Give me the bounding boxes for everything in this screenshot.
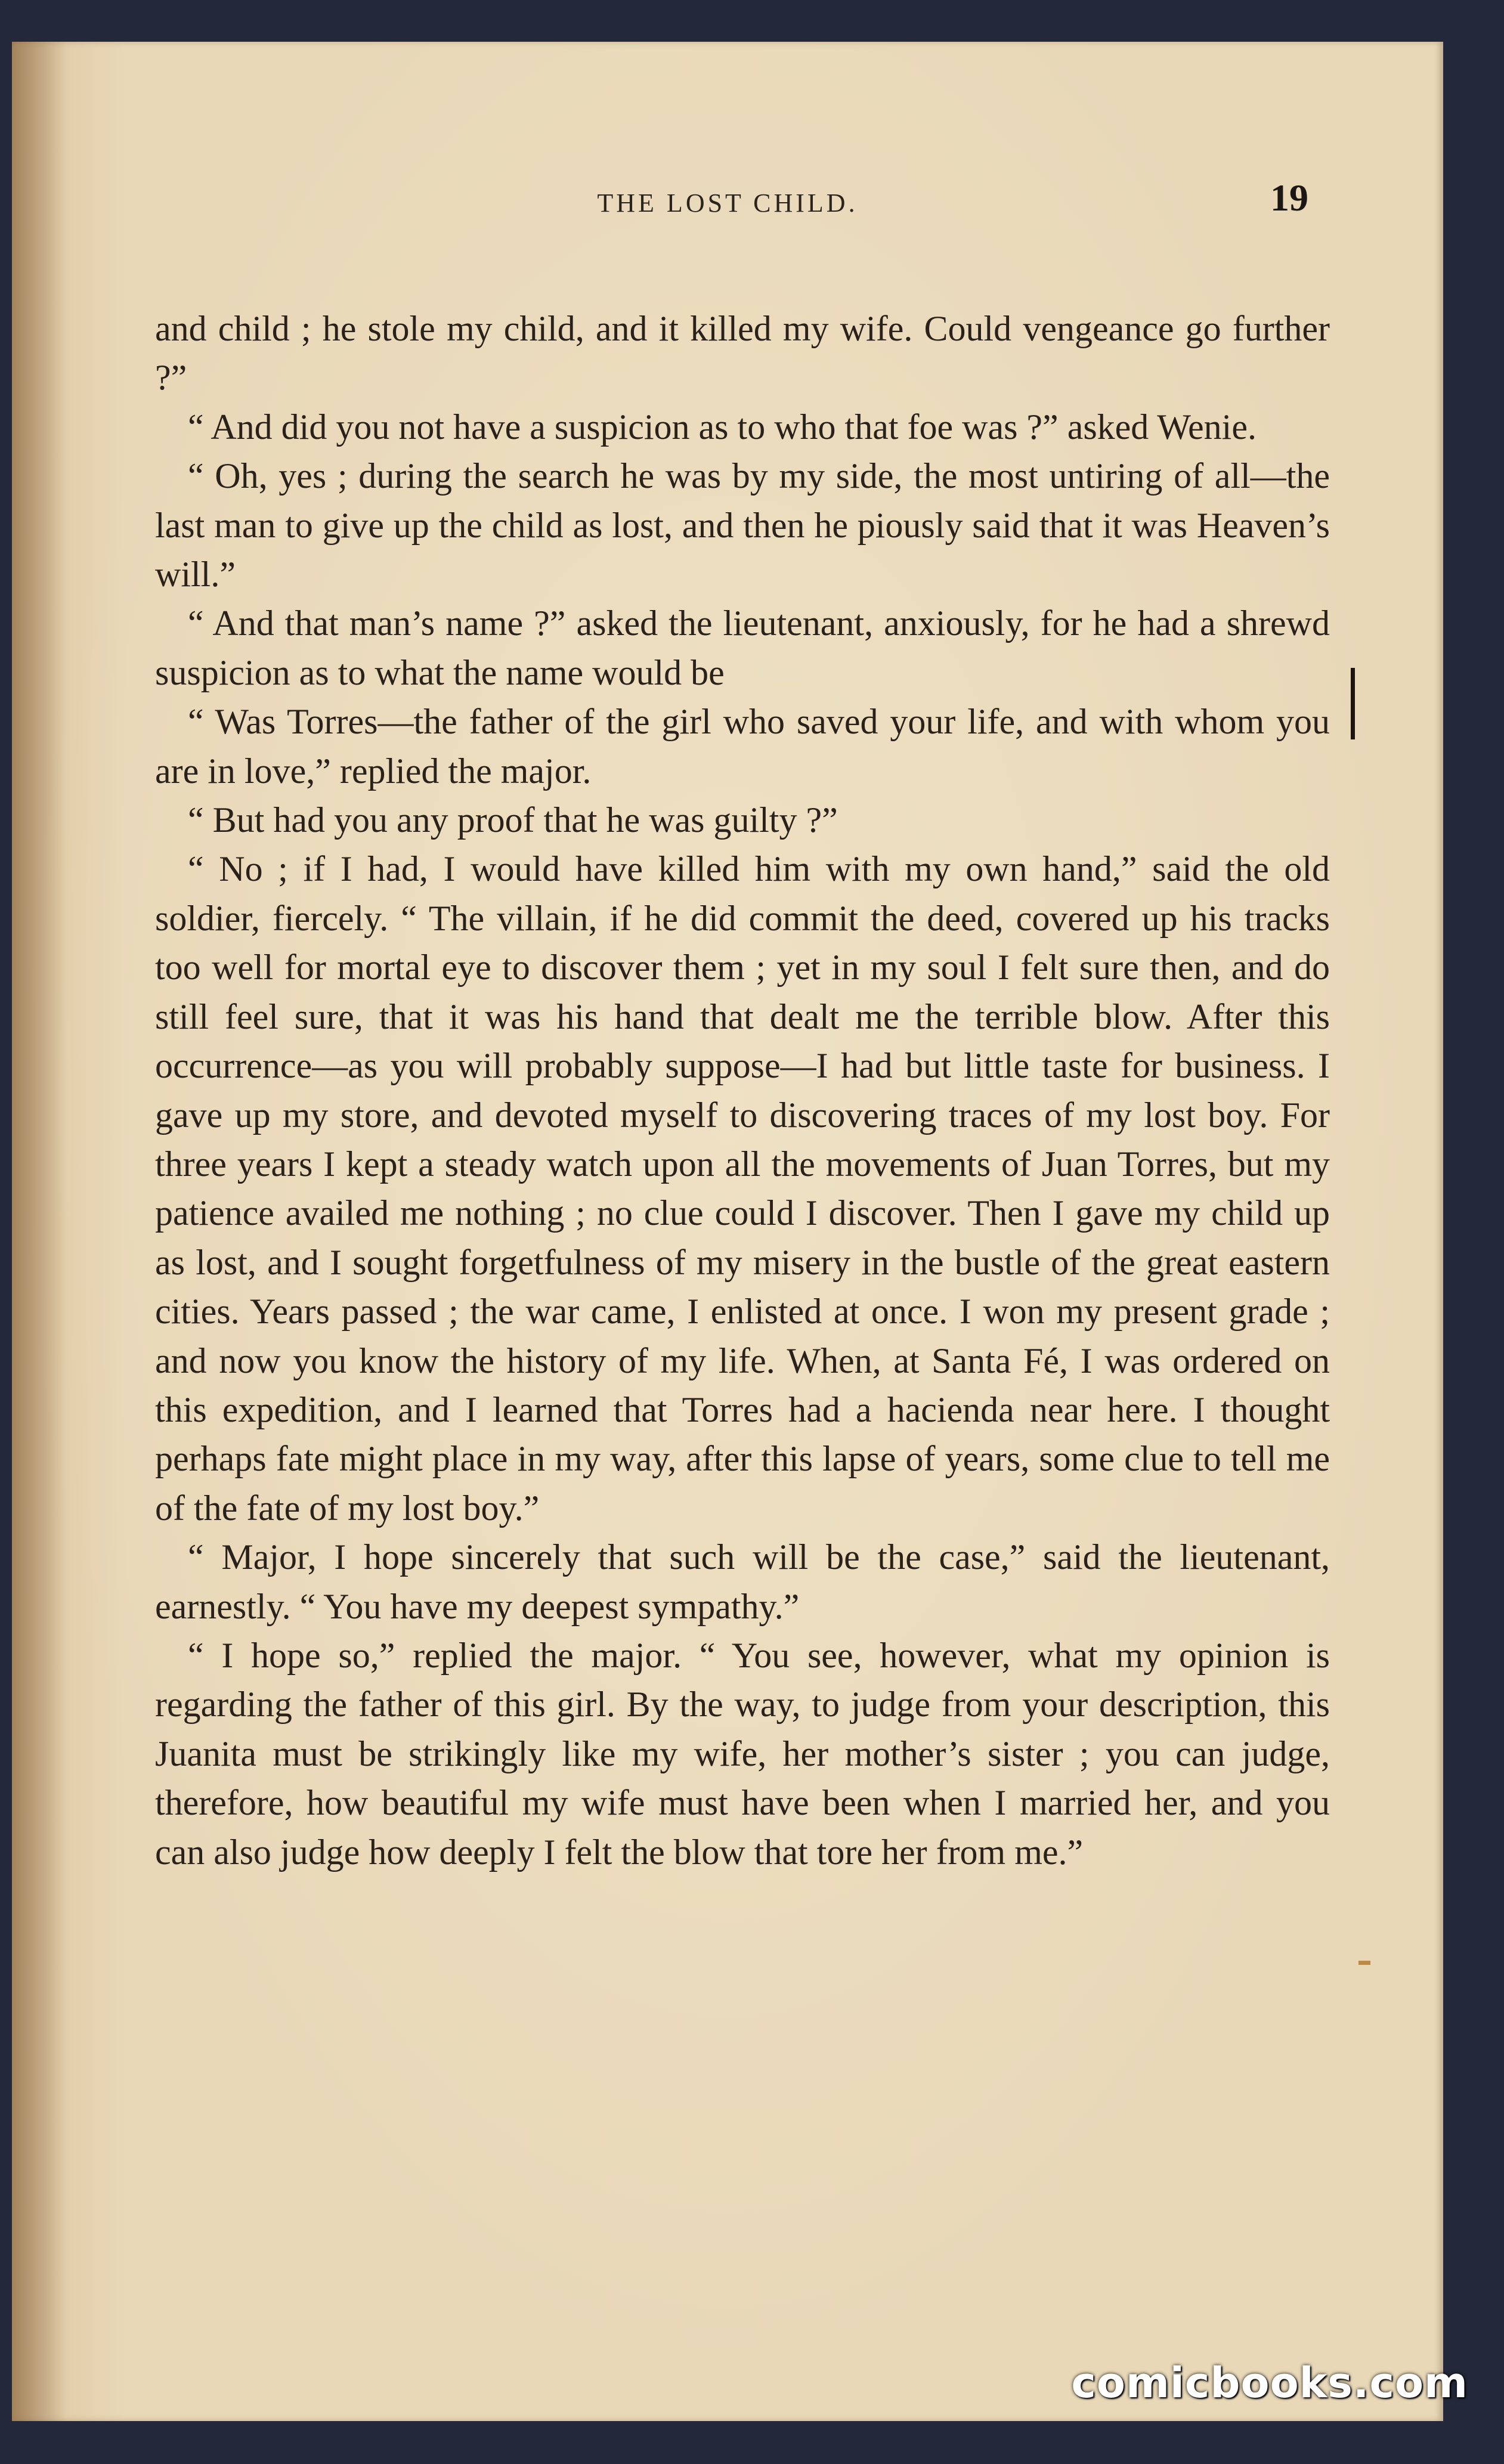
watermark-logo: comicbooks.com	[1071, 2358, 1468, 2407]
body-text	[155, 304, 1330, 1877]
gutter-shadow	[12, 42, 66, 2421]
margin-mark	[1351, 668, 1355, 739]
page-number: 19	[1270, 177, 1308, 219]
paragraph: “ No ; if I had, I would have killed him with my own hand,” said the old soldier, fiercely. “ The villain, if he did commit the deed, covered up his tracks too well for mortal eye to discover them ; yet in my soul I felt sure then, and do still feel sure, that it was his hand that dealt me the terrible blow. After this occurrence—as you will probably suppose—I had but little taste for business. I gave up my store, and devoted myself to discovering traces of my lost boy. For three years I kept a steady watch upon all the movements of Juan Torres, but my patience availed me nothing ; no clue could I discover. Then I gave my child up as lost, and I sought forgetfulness of my misery in the bustle of the great eastern cities. Years passed ; the war came, I enlisted at once. I won my present grade ; and now you know the history of my life. When, at Santa Fé, I was ordered on this expedition, and I learned that Torres had a hacienda near here. I thought perhaps fate might place in my way, after this lapse of years, some clue to tell me of the fate of my lost boy.”	[155, 849, 1330, 1528]
paragraph: “ And did you not have a suspicion as to who that foe was ?” asked Wenie.	[188, 407, 1257, 447]
margin-mark	[1358, 1961, 1370, 1965]
paragraph: “ And that man’s name ?” asked the lieutenant, anxiously, for he had a shrewd suspicion as to what the name would be	[155, 603, 1330, 692]
running-head: THE LOST CHILD.	[597, 188, 858, 218]
book-page	[12, 42, 1443, 2421]
paragraph: “ Major, I hope sincerely that such will be the case,” said the lieutenant, earnestly. “ You have my deepest sympathy.”	[155, 1537, 1330, 1626]
paragraph: “ I hope so,” replied the major. “ You see, however, what my opinion is regarding the father of this girl. By the way, to judge from your description, this Juanita must be strikingly like my wife, her mother’s sister ; you can judge, therefore, how beautiful my wife must have been when I married her, and you can also judge how deeply I felt the blow that tore her from me.”	[155, 1635, 1330, 1872]
paragraph: “ Was Torres—the father of the girl who saved your life, and with whom you are in love,” replied the major.	[155, 702, 1330, 791]
paragraph: “ Oh, yes ; during the search he was by my side, the most untiring of all—the last man to give up the child as lost, and then he piously said that it was Heaven’s will.”	[155, 456, 1330, 595]
paragraph: “ But had you any proof that he was guilty ?”	[188, 800, 838, 840]
paragraph: and child ; he stole my child, and it killed my wife. Could vengeance go further ?”	[155, 309, 1330, 398]
